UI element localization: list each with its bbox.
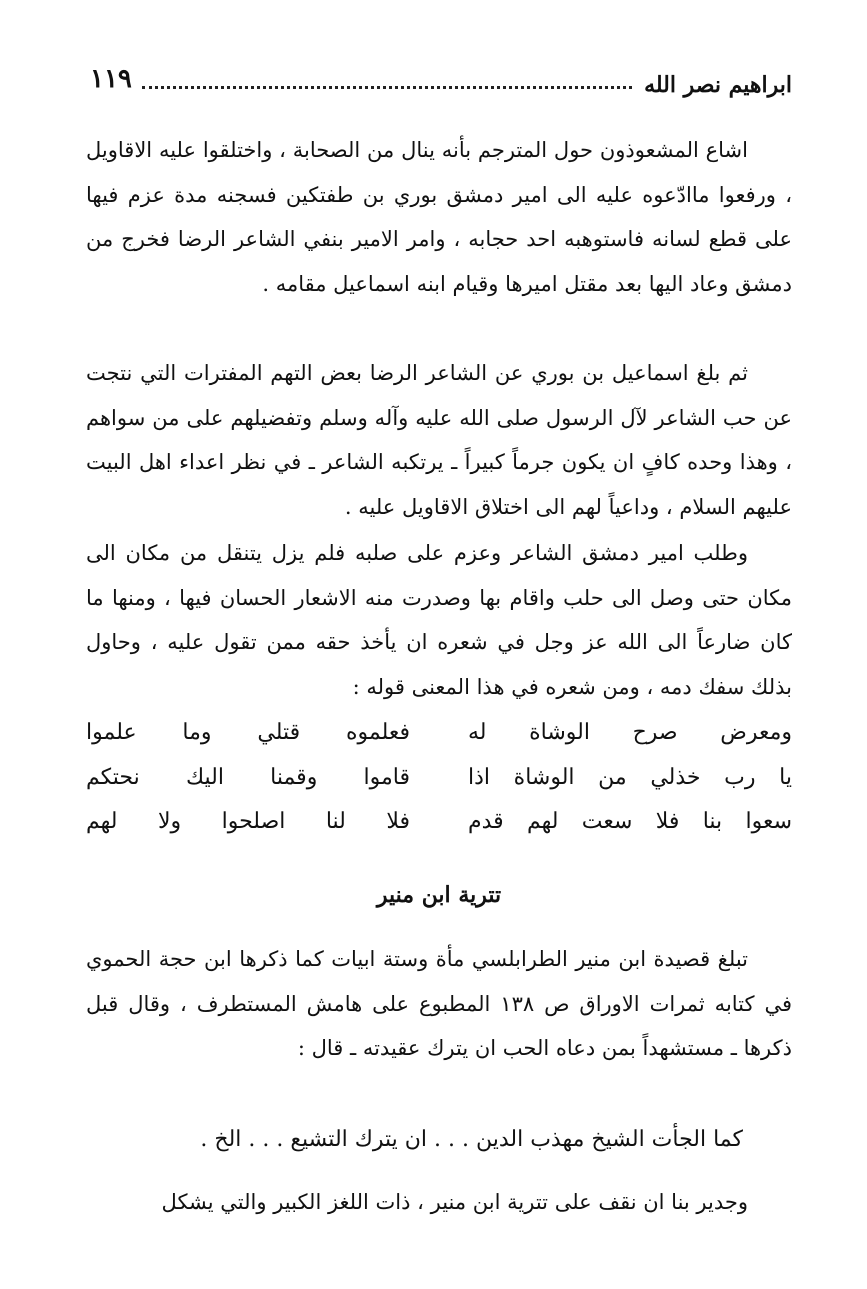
quoted-line: كما الجأت الشيخ مهذب الدين . . . ان يترك التشيع . . . الخ .: [200, 1127, 743, 1152]
page-number: ١١٩: [90, 64, 132, 94]
verse-line: [86, 761, 792, 806]
section-title: تترية ابن منير: [376, 882, 502, 908]
running-header: [86, 62, 792, 106]
paragraph-2-text: ثم بلغ اسماعيل بن بوري عن الشاعر الرضا بعض التهم المفترات التي نتجت عن حب الشاعر لآل الرسول صلى الله عليه وآله وسلم وتفضيلهم على من سواهم ، وهذا وحده كافٍ ان يكون جرماً كبيراً ـ يرتكبه الشاعر ـ في نظر اعداء اهل البيت عليهم السلام ، وداعياً لهم الى اختلاق الاقاويل عليه .: [86, 361, 792, 520]
verse-second-hemistich: فعلموه قتلي وما علموا: [86, 720, 410, 745]
section-paragraph: [86, 937, 792, 1071]
section-paragraph-text: تبلغ قصيدة ابن منير الطرابلسي مأة وستة ابيات كما ذكرها ابن حجة الحموي في كتابه ثمرات الاوراق ص ١٣٨ المطبوع على هامش المستطرف ، وقال قبل ذكرها ـ مستشهداً بمن دعاه الحب ان يترك عقيدته ـ قال :: [86, 947, 792, 1061]
last-paragraph-text: وجدير بنا ان نقف على تترية ابن منير ، ذات اللغز الكبير والتي يشكل: [161, 1190, 748, 1214]
verse-first-hemistich: ومعرض صرح الوشاة له: [468, 720, 792, 745]
verse-line: [86, 716, 792, 761]
verse-first-hemistich: يا رب خذلي من الوشاة اذا: [468, 764, 792, 790]
verse-line: [86, 805, 792, 850]
header-dot-leader: [142, 86, 632, 89]
paragraph-2: [86, 351, 792, 530]
paragraph-3-text: وطلب امير دمشق الشاعر وعزم على صلبه فلم يزل يتنقل من مكان الى مكان حتى وصل الى حلب واقام بها وصدرت منه الاشعار الحسان فيها ، ومنها ما كان ضارعاً الى الله عز وجل في شعره ان يأخذ حقه ممن تقول عليه ، وحاول بذلك سفك دمه ، ومن شعره في هذا المعنى قوله :: [86, 541, 792, 700]
verse-second-hemistich: قاموا وقمنا اليك نحتكم: [86, 764, 410, 790]
poem-verses: [86, 716, 792, 850]
paragraph-1: [86, 128, 792, 307]
paragraph-1-text: اشاع المشعوذون حول المترجم بأنه ينال من الصحابة ، واختلقوا عليه الاقاويل ، ورفعوا ماادّعوه عليه الى امير دمشق بوري بن طفتكين فسجنه مدة عزم فيها على قطع لسانه فاستوهبه احد حجابه ، وامر الامير بنفي الشاعر الرضا فخرج من دمشق وعاد اليها بعد مقتل اميرها وقيام ابنه اسماعيل مقامه .: [86, 138, 792, 297]
paragraph-3: [86, 531, 792, 710]
verse-second-hemistich: فلا لنا اصلحوا ولا لهم: [86, 809, 410, 834]
header-author: ابراهيم نصر الله: [644, 72, 792, 98]
last-paragraph: [86, 1180, 792, 1225]
verse-first-hemistich: سعوا بنا فلا سعت لهم قدم: [468, 809, 792, 834]
